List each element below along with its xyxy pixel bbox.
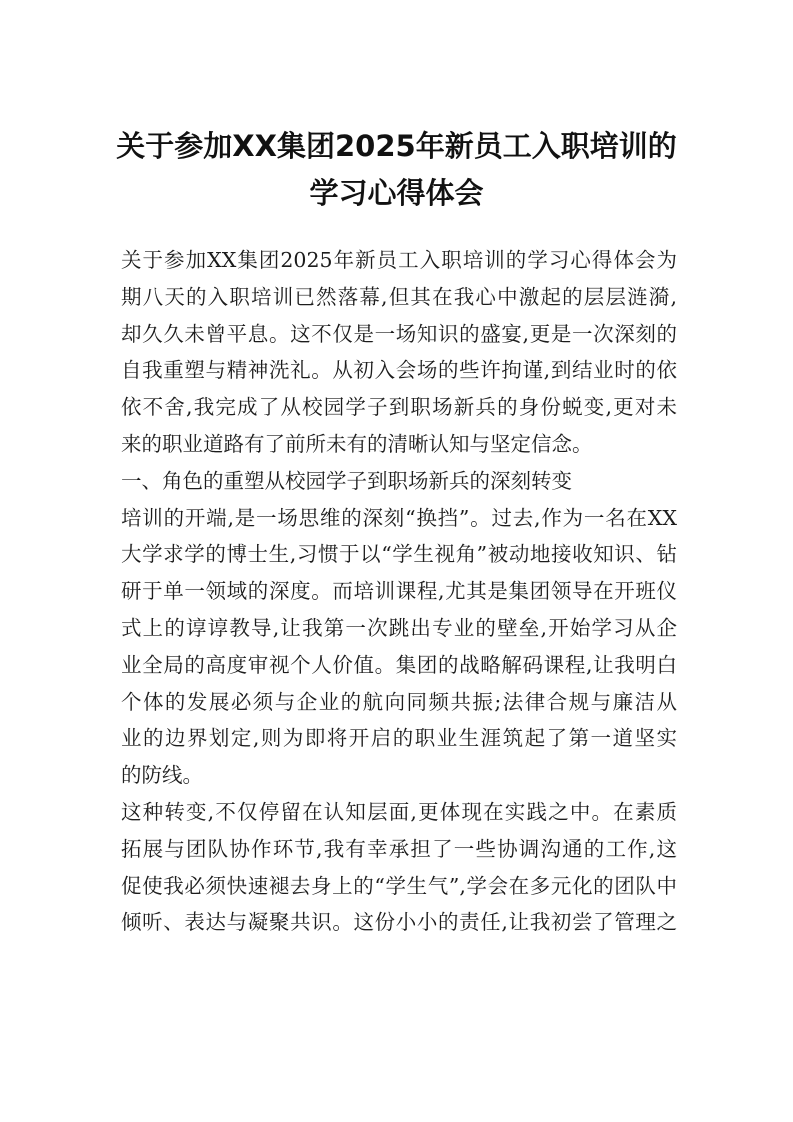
body-line: 促使我必须快速褪去身上的“学生气”,学会在多元化的团队中 xyxy=(121,873,677,898)
document-body xyxy=(121,242,677,941)
body-line: 拓展与团队协作环节,我有幸承担了一些协调沟通的工作,这 xyxy=(121,836,677,861)
body-line: 依不舍,我完成了从校园学子到职场新兵的身份蜕变,更对未 xyxy=(121,395,677,420)
section-heading: 一、角色的重塑从校园学子到职场新兵的深刻转变 xyxy=(121,468,572,493)
document-title-line-1: 关于参加XX集团2025年新员工入职培训的 xyxy=(116,129,677,163)
body-line: 却久久未曾平息。这不仅是一场知识的盛宴,更是一次深刻的 xyxy=(121,321,677,346)
body-line: 培训的开端,是一场思维的深刻“换挡”。过去,作为一名在XX xyxy=(121,505,677,530)
body-line: 倾听、表达与凝聚共识。这份小小的责任,让我初尝了管理之 xyxy=(121,910,677,935)
body-line: 业的边界划定,则为即将开启的职业生涯筑起了第一道坚实 xyxy=(121,726,677,751)
body-line: 关于参加XX集团2025年新员工入职培训的学习心得体会为 xyxy=(121,248,677,272)
body-line: 业全局的高度审视个人价值。集团的战略解码课程,让我明白 xyxy=(121,652,677,677)
body-line: 这种转变,不仅停留在认知层面,更体现在实践之中。在素质 xyxy=(121,799,677,824)
body-line: 期八天的入职培训已然落幕,但其在我心中激起的层层涟漪, xyxy=(121,284,677,309)
body-line: 个体的发展必须与企业的航向同频共振;法律合规与廉洁从 xyxy=(121,689,677,714)
body-line: 来的职业道路有了前所未有的清晰认知与坚定信念。 xyxy=(121,431,593,456)
body-line: 研于单一领域的深度。而培训课程,尤其是集团领导在开班仪 xyxy=(121,579,677,604)
body-line: 的防线。 xyxy=(121,763,203,788)
body-line: 大学求学的博士生,习惯于以“学生视角”被动地接收知识、钻 xyxy=(121,542,677,567)
body-line: 自我重塑与精神洗礼。从初入会场的些许拘谨,到结业时的依 xyxy=(121,358,677,383)
document-title-line-2: 学习心得体会 xyxy=(309,176,484,210)
body-line: 式上的谆谆教导,让我第一次跳出专业的壁垒,开始学习从企 xyxy=(121,615,677,640)
